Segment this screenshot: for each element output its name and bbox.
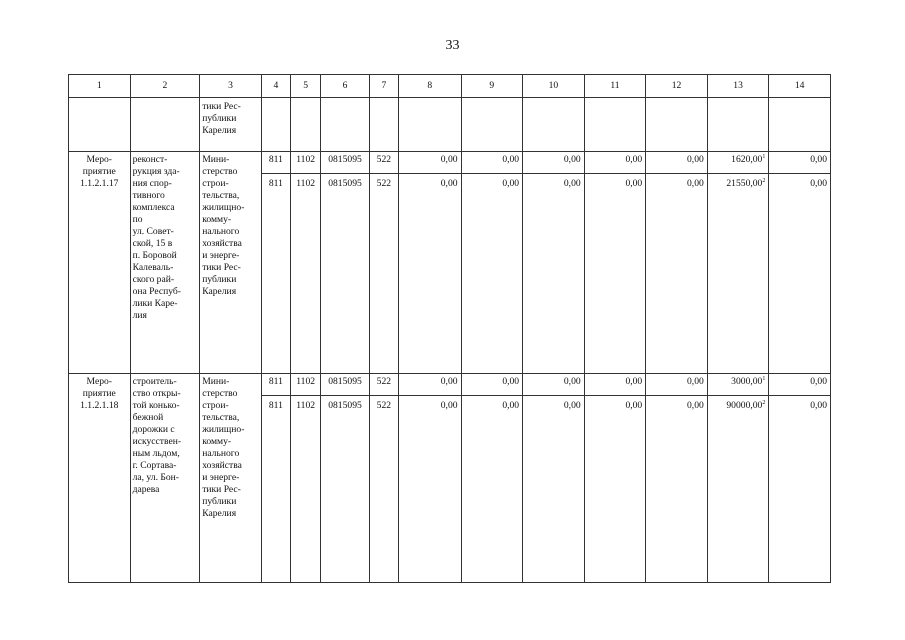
activity-code-cell: Меро- приятие 1.1.2.1.18 xyxy=(69,374,131,583)
cell-c11: 0,00 xyxy=(584,374,646,396)
header-cell: 10 xyxy=(523,75,585,98)
cell-c9: 0,00 xyxy=(461,152,523,174)
header-cell: 4 xyxy=(261,75,290,98)
cell-c12: 0,00 xyxy=(646,174,708,374)
cell-c9: 0,00 xyxy=(461,174,523,374)
header-cell: 13 xyxy=(707,75,769,98)
cell-c5: 1102 xyxy=(291,374,321,396)
footnote-marker: 2 xyxy=(762,177,766,184)
page-number: 33 xyxy=(445,38,460,53)
activity-code-cell: Меро- приятие 1.1.2.1.17 xyxy=(69,152,131,374)
cell-c14: 0,00 xyxy=(769,174,831,374)
footnote-marker: 1 xyxy=(762,375,766,382)
cell-c5: 1102 xyxy=(291,174,321,374)
cell xyxy=(369,98,398,152)
cell-c8: 0,00 xyxy=(398,174,461,374)
cell-c9: 0,00 xyxy=(461,396,523,583)
cell-c13 xyxy=(707,396,769,583)
cell-c8: 0,00 xyxy=(398,396,461,583)
header-cell: 9 xyxy=(461,75,523,98)
cell-c11: 0,00 xyxy=(584,152,646,174)
cell xyxy=(261,98,290,152)
cell xyxy=(461,98,523,152)
cell-c12: 0,00 xyxy=(646,374,708,396)
cell-c7: 522 xyxy=(369,374,398,396)
table-row xyxy=(69,152,831,174)
cell xyxy=(769,98,831,152)
header-cell: 7 xyxy=(369,75,398,98)
cell-c6: 0815095 xyxy=(321,374,369,396)
cell xyxy=(523,98,585,152)
footnote-marker: 2 xyxy=(762,399,766,406)
cell-c8: 0,00 xyxy=(398,152,461,174)
header-cell: 1 xyxy=(69,75,131,98)
cell-c13 xyxy=(707,152,769,174)
amount-value: 90000,00 xyxy=(726,400,763,411)
cell-c4: 811 xyxy=(261,152,290,174)
cell xyxy=(707,98,769,152)
continuation-row xyxy=(69,98,831,152)
amount-value: 1620,00 xyxy=(731,154,763,165)
cell xyxy=(321,98,369,152)
amount-value: 3000,00 xyxy=(731,376,763,387)
cell-c14: 0,00 xyxy=(769,396,831,583)
header-cell: 12 xyxy=(646,75,708,98)
cell xyxy=(130,98,200,152)
header-cell: 6 xyxy=(321,75,369,98)
cell-c7: 522 xyxy=(369,174,398,374)
amount-value: 21550,00 xyxy=(726,178,763,189)
activity-description-cell: строитель- ство откры- той конько- бежной дорожки с искусствен- ным льдом, г. Сортава- ла, ул. Бон- дарева xyxy=(130,374,200,583)
responsible-cell: Мини- стерство строи- тельства, жилищно- комму- нального хозяйства и энерге- тики Рес- публики Карелия xyxy=(200,374,262,583)
header-cell: 8 xyxy=(398,75,461,98)
cell-c11: 0,00 xyxy=(584,174,646,374)
cell-c12: 0,00 xyxy=(646,396,708,583)
cell-c6: 0815095 xyxy=(321,174,369,374)
cell-c10: 0,00 xyxy=(523,174,585,374)
responsible-cell: Мини- стерство строи- тельства, жилищно- комму- нального хозяйства и энерге- тики Рес- публики Карелия xyxy=(200,152,262,374)
responsible-cell: тики Рес- публики Карелия xyxy=(200,98,262,152)
cell-c8: 0,00 xyxy=(398,374,461,396)
cell-c5: 1102 xyxy=(291,152,321,174)
table-row xyxy=(69,374,831,396)
header-cell: 11 xyxy=(584,75,646,98)
cell-c6: 0815095 xyxy=(321,152,369,174)
activity-description-cell: реконст- рукция зда- ния спор- тивного комплекса по ул. Совет- ской, 15 в п. Боровой Калеваль- ского рай- она Респуб- лики Каре- лия xyxy=(130,152,200,374)
cell-c7: 522 xyxy=(369,396,398,583)
cell-c7: 522 xyxy=(369,152,398,174)
cell-c10: 0,00 xyxy=(523,396,585,583)
footnote-marker: 1 xyxy=(762,153,766,160)
cell-c4: 811 xyxy=(261,174,290,374)
cell-c13 xyxy=(707,174,769,374)
cell-c4: 811 xyxy=(261,374,290,396)
cell-c10: 0,00 xyxy=(523,374,585,396)
cell xyxy=(584,98,646,152)
cell xyxy=(69,98,131,152)
cell-c12: 0,00 xyxy=(646,152,708,174)
cell-c11: 0,00 xyxy=(584,396,646,583)
cell-c9: 0,00 xyxy=(461,374,523,396)
header-cell: 14 xyxy=(769,75,831,98)
budget-table xyxy=(68,74,831,583)
cell-c13 xyxy=(707,374,769,396)
cell-c14: 0,00 xyxy=(769,152,831,174)
cell xyxy=(291,98,321,152)
header-cell: 3 xyxy=(200,75,262,98)
cell-c10: 0,00 xyxy=(523,152,585,174)
cell-c6: 0815095 xyxy=(321,396,369,583)
cell-c5: 1102 xyxy=(291,396,321,583)
cell-c4: 811 xyxy=(261,396,290,583)
cell xyxy=(398,98,461,152)
cell xyxy=(646,98,708,152)
cell-c14: 0,00 xyxy=(769,374,831,396)
header-cell: 5 xyxy=(291,75,321,98)
header-row xyxy=(69,75,831,98)
header-cell: 2 xyxy=(130,75,200,98)
